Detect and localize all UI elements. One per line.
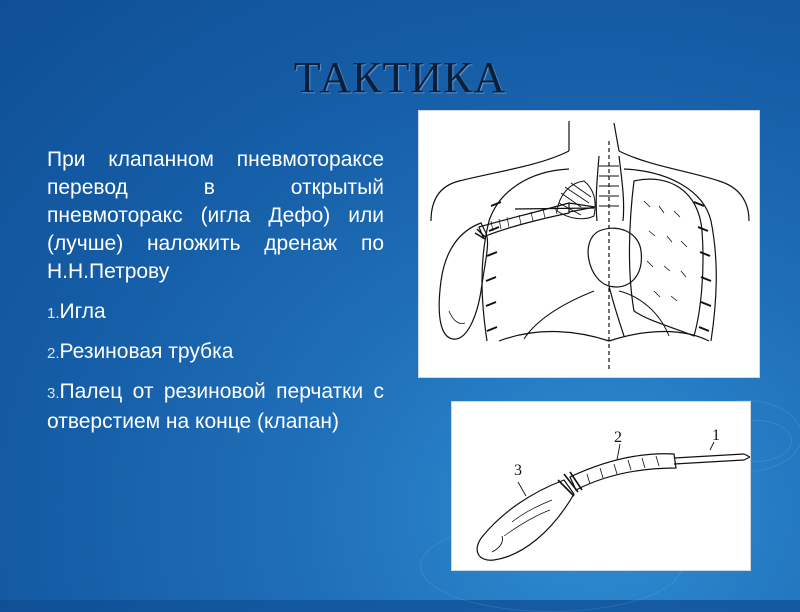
label-glove-finger: 3: [514, 462, 522, 479]
device-figure: [451, 401, 751, 571]
body-text: [47, 146, 384, 446]
intro-paragraph: При клапанном пневмотораксе перевод в открытый пневмоторакс (игла Дефо) или (лучше) наложить дренаж по Н.Н.Петрову: [47, 148, 384, 283]
chest-drawing: [419, 111, 759, 377]
list-item: 3.Палец от резиновой перчатки с отверстием на конце (клапан): [47, 380, 384, 433]
label-tube: 2: [614, 429, 622, 446]
numbered-list: [47, 298, 384, 436]
slide-title: ТАКТИКА: [293, 53, 507, 102]
list-item: 2.Резиновая трубка: [47, 340, 234, 363]
label-needle: 1: [712, 427, 720, 444]
list-item: 1.Игла: [47, 300, 106, 323]
device-drawing: [452, 402, 750, 570]
chest-drainage-figure: [418, 110, 760, 378]
